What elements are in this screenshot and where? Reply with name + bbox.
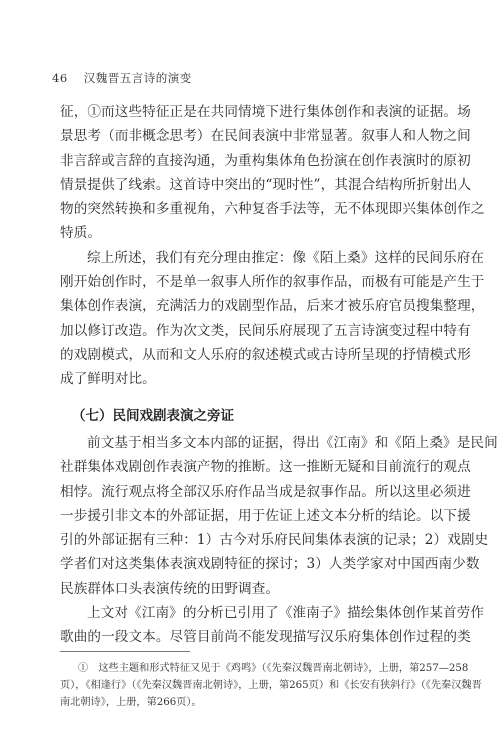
body-text-bottom [60, 431, 498, 650]
text-line: 一步援引非文本的外部证据，用于佐证上述文本分析的结论。以下援 [60, 507, 471, 524]
page-number: 46 [52, 71, 68, 85]
footnote-line: ① 这些主题和形式特征又见于《鸡鸣》（《先秦汉魏晋南北朝诗》，上册，第257—258 [78, 663, 469, 674]
text-line: 综上所述，我们有充分理由推定：像《陌上桑》这样的民间乐府在 [87, 249, 485, 266]
text-line: 的戏剧模式，从而和文人乐府的叙述模式或古诗所呈现的抒情模式形 [60, 346, 471, 363]
text-line: 成了鲜明对比。 [60, 371, 156, 388]
footnote-line: 南北朝诗》，上册，第266页）。 [60, 697, 202, 708]
footnote-divider [60, 651, 190, 652]
book-title: 汉魏晋五言诗的演变 [83, 71, 192, 85]
text-line: 学者们对这类集体表演戏剧特征的探讨；3）人类学家对中国西南少数 [60, 556, 480, 573]
text-line: 景思考（而非概念思考）在民间表演中非常显著。叙事人和人物之间 [60, 128, 471, 145]
text-line: 特质。 [60, 225, 102, 242]
running-head [52, 70, 192, 86]
text-line: 社群集体戏剧创作表演产物的推断。这一推断无疑和目前流行的观点 [60, 459, 471, 476]
footnote-line: 页），《相逢行》（《先秦汉魏晋南北朝诗》，上册，第265页）和《长安有狭斜行》（《先秦汉魏晋 [60, 680, 482, 691]
text-line: 民族群体口头表演传统的田野调查。 [60, 580, 280, 597]
text-line: 引的外部证据有三种：1）古今对乐府民间集体表演的记录；2）戏剧史 [60, 532, 489, 549]
text-line: 物的突然转换和多重视角，六种复沓手法等，无不体现即兴集体创作之 [60, 201, 485, 218]
text-line: 刚开始创作时，不是单一叙事人所作的叙事作品，而极有可能是产生于 [60, 274, 485, 291]
body-text-top [60, 100, 485, 392]
text-line: 集体创作表演，充满活力的戏剧型作品，后来才被乐府官员搜集整理， [60, 298, 485, 315]
text-line: 非言辞或言辞的直接沟通，为重构集体角色扮演在创作表演时的原初 [60, 152, 471, 169]
text-line: 相悖。流行观点将全部汉乐府作品当成是叙事作品。所以这里必须进 [60, 483, 471, 500]
text-line: 歌曲的一段文本。尽管目前尚不能发现描写汉乐府集体创作过程的类 [60, 629, 471, 646]
text-line: 情景提供了线索。这首诗中突出的“现时性”，其混合结构所折射出人 [60, 176, 472, 193]
footnotes [60, 660, 482, 711]
text-line: 前文基于相当多文本内部的证据，得出《江南》和《陌上桑》是民间 [87, 435, 498, 451]
text-line: 上文对《江南》的分析已引用了《淮南子》描绘集体创作某首劳作 [87, 605, 485, 622]
text-line: 加以修订改造。作为次文类，民间乐府展现了五言诗演变过程中特有 [60, 322, 471, 339]
section-heading: （七）民间戏剧表演之旁证 [72, 408, 234, 424]
text-line: 征，①而这些特征正是在共同情境下进行集体创作和表演的证据。场 [60, 104, 471, 120]
